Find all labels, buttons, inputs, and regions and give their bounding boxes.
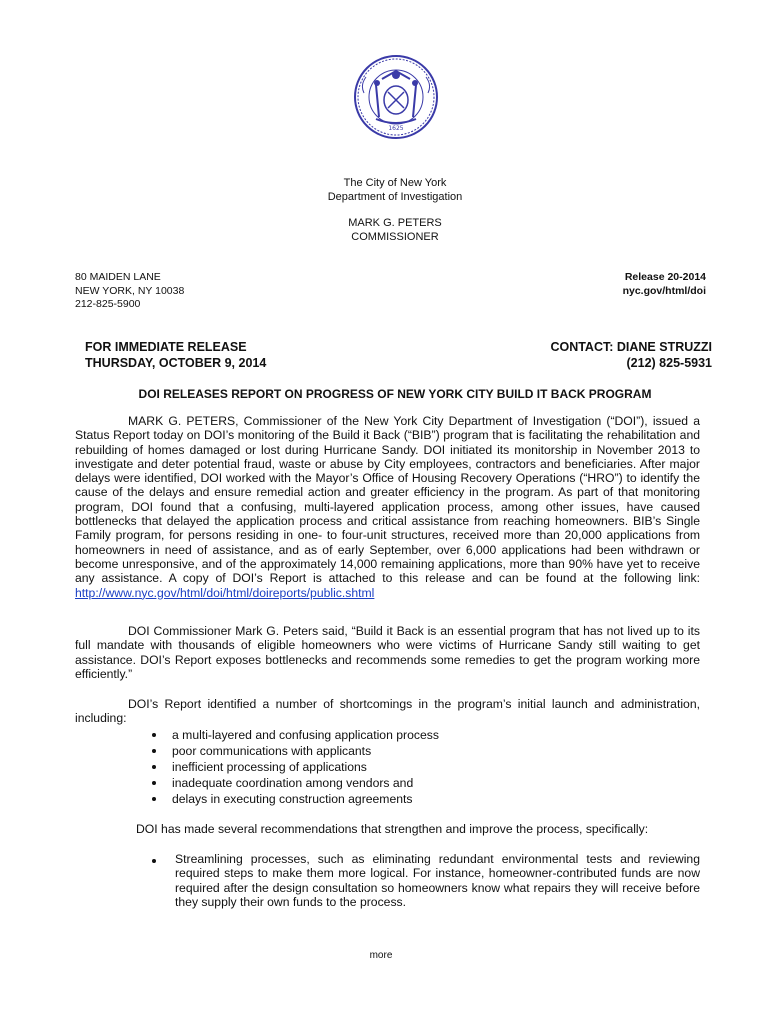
address-block bbox=[75, 271, 184, 312]
bullet-icon bbox=[152, 859, 156, 863]
report-link[interactable]: http://www.nyc.gov/html/doi/html/doireports/public.shtml bbox=[75, 585, 375, 600]
list-item: a multi-layered and confusing application process bbox=[150, 727, 439, 743]
commissioner-name: MARK G. PETERS bbox=[348, 217, 442, 229]
address-line1: 80 MAIDEN LANE bbox=[75, 271, 161, 283]
letterhead-city: The City of New York bbox=[343, 177, 447, 189]
release-date: THURSDAY, OCTOBER 9, 2014 bbox=[85, 356, 267, 370]
list-item: delays in executing construction agreements bbox=[150, 791, 439, 807]
address-phone: 212-825-5900 bbox=[75, 298, 141, 310]
press-release-title: DOI RELEASES REPORT ON PROGRESS OF NEW YORK CITY BUILD IT BACK PROGRAM bbox=[138, 387, 652, 401]
contact-name: CONTACT: DIANE STRUZZI bbox=[550, 340, 712, 354]
shortcomings-list bbox=[150, 727, 439, 807]
release-url: nyc.gov/html/doi bbox=[622, 284, 706, 297]
svg-text:1625: 1625 bbox=[388, 125, 404, 132]
continued-marker: more bbox=[369, 950, 393, 961]
release-info bbox=[450, 271, 706, 298]
paragraph-4: DOI has made several recommendations that strengthen and improve the process, specifically: bbox=[136, 822, 649, 836]
list-item: inefficient processing of applications bbox=[150, 759, 439, 775]
address-line2: NEW YORK, NY 10038 bbox=[75, 284, 185, 297]
release-number: Release 20-2014 bbox=[624, 271, 706, 283]
immediate-release: FOR IMMEDIATE RELEASE bbox=[85, 340, 247, 354]
list-item: poor communications with applicants bbox=[150, 743, 439, 759]
paragraph-2: DOI Commissioner Mark G. Peters said, “Build it Back is an essential program that has not lived up to its full mandate with thousands of eligible homeowners who were victims of Hurricane Sandy still waiting to get assistance. DOI’s Report exposes bottlenecks and recommends some remedies to get the program working more efficiently.” bbox=[75, 624, 700, 681]
letterhead-department: Department of Investigation bbox=[327, 191, 463, 203]
nyc-seal-logo bbox=[354, 55, 438, 139]
recommendation-item: Streamlining processes, such as eliminating redundant environmental tests and reviewing required steps to make them more logical. For instance, homeowner-contributed funds are now required after the design consultation so homeowners know what repairs they will receive before they supply their own funds to the process. bbox=[175, 852, 700, 909]
commissioner-title: COMMISSIONER bbox=[351, 231, 439, 243]
paragraph-3: DOI’s Report identified a number of shortcomings in the program’s initial launch and administration, including: bbox=[75, 697, 700, 726]
paragraph-1-text: MARK G. PETERS, Commissioner of the New York City Department of Investigation (“DOI”), issued a Status Report today on DOI’s monitoring of the Build it Back (“BIB”) program that is facilitating the rehabilitation and rebuilding of homes damaged or lost during Hurricane Sandy. DOI initiated its monitorship in November 2013 to investigate and deter potential fraud, waste or abuse by City employees, contractors and beneficiaries. After major delays were identified, DOI worked with the Mayor’s Office of Housing Recovery Operations (“HRO”) to identify the cause of the delays and ensure remedial action and greater efficiency in the program. As part of that monitoring program, DOI found that a confusing, multi-layered application process, among other issues, have caused bottlenecks that delayed the application process and critical assistance from reaching homeowners. BIB’s Single Family program, for persons residing in one- to four-unit structures, received more than 20,000 applications from homeowners in need of assistance, and as of early September, over 6,000 applications had been withdrawn or become unresponsive, and of the approximately 14,000 remaining applications, more than 90% have yet to receive any assistance. A copy of DOI’s Report is attached to this release and can be found at the following link: bbox=[75, 414, 700, 586]
paragraph-1 bbox=[75, 414, 700, 600]
contact-phone: (212) 825-5931 bbox=[626, 356, 712, 370]
release-header-left bbox=[85, 339, 266, 371]
release-header-right bbox=[450, 339, 712, 371]
list-item: inadequate coordination among vendors and bbox=[150, 775, 439, 791]
